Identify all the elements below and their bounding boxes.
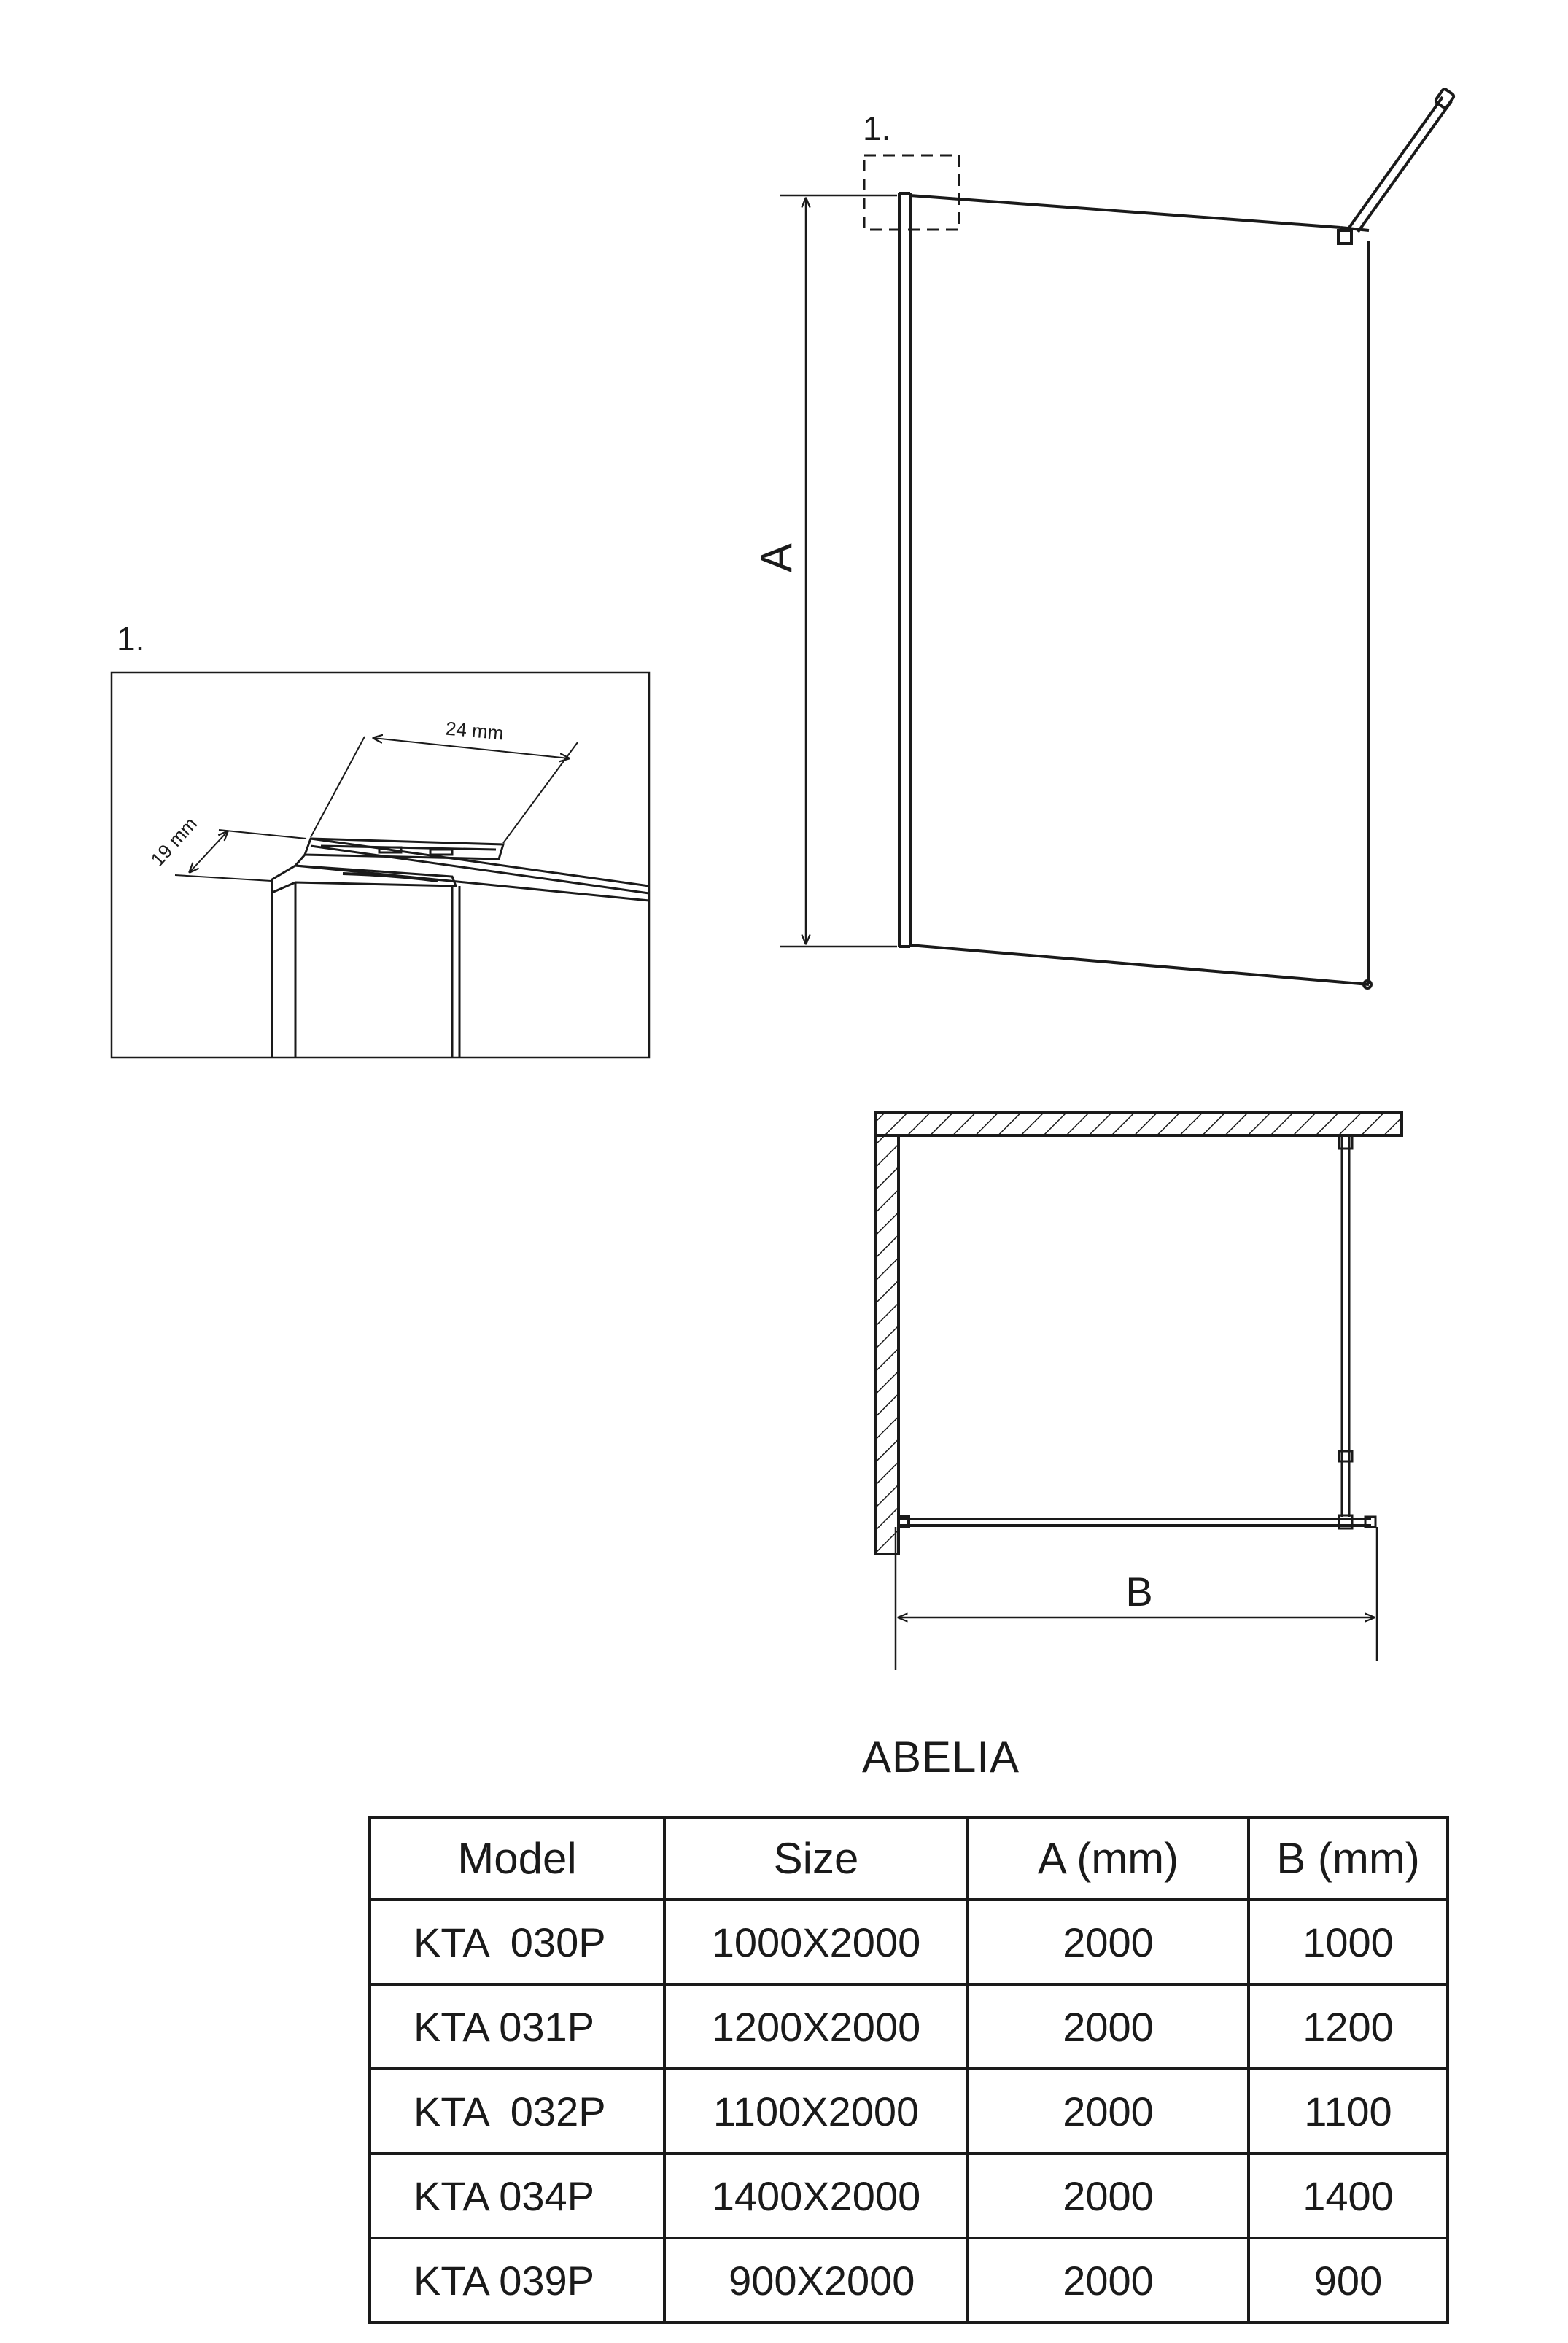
detail-inset — [112, 672, 649, 1057]
table-row — [370, 2153, 1448, 2238]
dim-19-extension-top — [219, 830, 306, 839]
table-row — [370, 1984, 1448, 2069]
cell-model: KTA 030P — [370, 1900, 664, 1984]
table-header-row — [370, 1817, 1448, 1900]
dim-19-line — [190, 831, 228, 872]
cell-model: KTA 034P — [370, 2153, 664, 2238]
header-a-mm: A (mm) — [968, 1817, 1249, 1900]
cell-b: 1000 — [1249, 1900, 1448, 1984]
wall-profile — [899, 193, 910, 947]
cell-size: 1200X2000 — [664, 1984, 968, 2069]
front-elevation — [780, 88, 1455, 988]
detail-frame — [112, 672, 649, 1057]
table-row — [370, 1900, 1448, 1984]
product-title: ABELIA — [861, 1733, 1020, 1781]
stabiliser-bar-plan — [1339, 1135, 1375, 1528]
cell-model: KTA 031P — [370, 1984, 664, 2069]
dim-19-extension-bottom — [175, 875, 271, 881]
cell-size: 1000X2000 — [664, 1900, 968, 1984]
wall-left-hatch — [875, 1135, 899, 1554]
vertical-profile — [272, 866, 459, 1057]
specification-table — [368, 1816, 1449, 2324]
dimension-b-label: B — [1125, 1569, 1153, 1615]
dim-19-label: 19 mm — [146, 812, 202, 871]
glass-panel — [910, 195, 1369, 984]
stabiliser-bar — [1338, 88, 1455, 244]
header-b-mm: B (mm) — [1249, 1817, 1448, 1900]
glass-panel-plan — [899, 1517, 1371, 1527]
cell-a: 2000 — [968, 2153, 1249, 2238]
detail-marker-label-left: 1. — [117, 620, 145, 658]
dim-24-extension-left — [311, 737, 365, 837]
cell-b: 900 — [1249, 2238, 1448, 2323]
table-row — [370, 2069, 1448, 2153]
cell-b: 1400 — [1249, 2153, 1448, 2238]
cell-a: 2000 — [968, 1984, 1249, 2069]
header-model: Model — [370, 1817, 664, 1900]
cell-a: 2000 — [968, 2238, 1249, 2323]
cell-b: 1100 — [1249, 2069, 1448, 2153]
cell-a: 2000 — [968, 1900, 1249, 1984]
dim-24-label: 24 mm — [444, 717, 505, 745]
cell-size: 900X2000 — [664, 2238, 968, 2323]
cell-b: 1200 — [1249, 1984, 1448, 2069]
cell-size: 1400X2000 — [664, 2153, 968, 2238]
cell-a: 2000 — [968, 2069, 1249, 2153]
dimension-a-label: A — [752, 543, 801, 573]
table-row — [370, 2238, 1448, 2323]
cell-size: 1100X2000 — [664, 2069, 968, 2153]
detail-marker-label-top: 1. — [863, 109, 891, 147]
cell-model: KTA 032P — [370, 2069, 664, 2153]
wall-top-hatch — [875, 1112, 1402, 1135]
header-size: Size — [664, 1817, 968, 1900]
cell-model: KTA 039P — [370, 2238, 664, 2323]
